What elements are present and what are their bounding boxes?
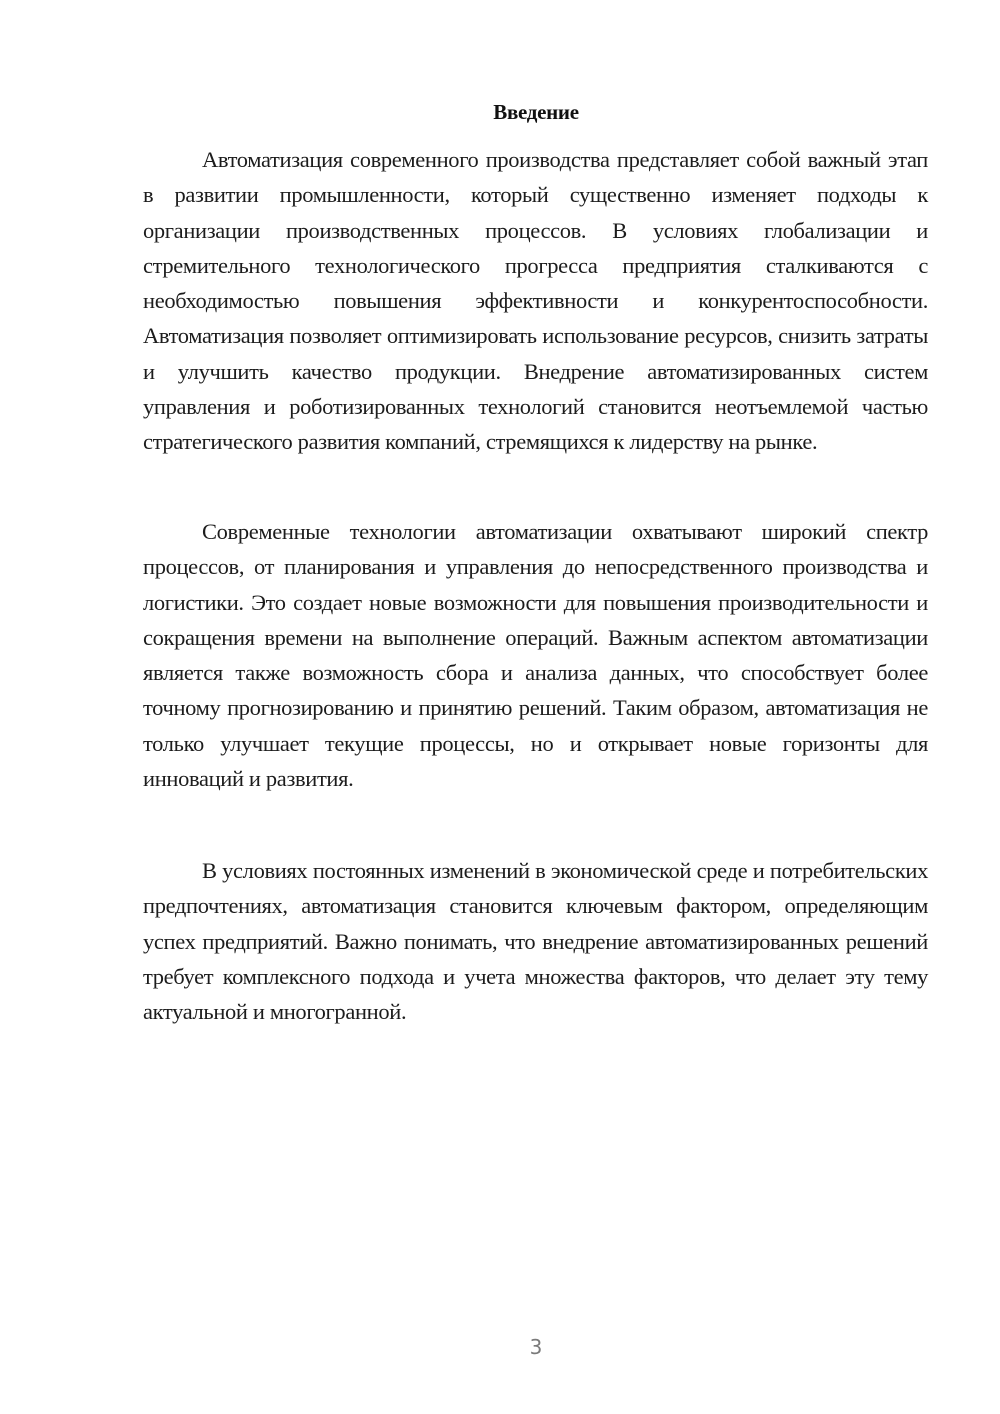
paragraph-1: Автоматизация современного производства представляет собой важный этап в развитии промышленности, который существенно изменяет подходы к организации производственных процессов. В условиях глобализации и стремительного технологического прогресса предприятия сталкиваются с необходимостью повышения эффективности и конкурентоспособности. Автоматизация позволяет оптимизировать использование ресурсов, снизить затраты и улучшить качество продукции. Внедрение автоматизированных систем управления и роботизированных технологий становится неотъемлемой частью стратегического развития компаний, стремящихся к лидерству на рынке. <box>143 147 928 455</box>
section-title: Введение <box>493 100 579 124</box>
page-number: 3 <box>529 1335 543 1359</box>
paragraph-2: Современные технологии автоматизации охватывают широкий спектр процессов, от планирования и управления до непосредственного производства и логистики. Это создает новые возможности для повышения производительности и сокращения времени на выполнение операций. Важным аспектом автоматизации является также возможность сбора и анализа данных, что способствует более точному прогнозированию и принятию решений. Таким образом, автоматизация не только улучшает текущие процессы, но и открывает новые горизонты для инноваций и развития. <box>143 519 928 792</box>
paragraph-3: В условиях постоянных изменений в экономической среде и потребительских предпочтениях, автоматизация становится ключевым фактором, определяющим успех предприятий. Важно понимать, что внедрение автоматизированных решений требует комплексного подхода и учета множества факторов, что делает эту тему актуальной и многогранной. <box>143 858 928 1025</box>
